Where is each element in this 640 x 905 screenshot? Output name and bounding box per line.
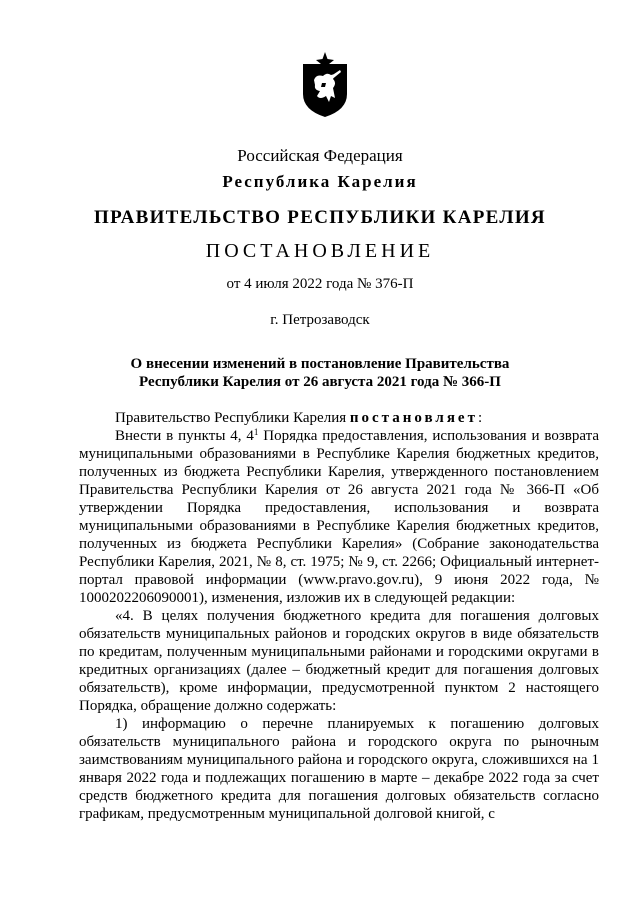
title-line-1: О внесении изменений в постановление Правительства	[130, 356, 510, 372]
republic-name: Республика Карелия	[222, 172, 418, 191]
paragraph-amend	[79, 427, 599, 607]
government-name: ПРАВИТЕЛЬСТВО РЕСПУБЛИКИ КАРЕЛИЯ	[94, 207, 546, 228]
title-line-2: Республики Карелия от 26 августа 2021 года № 366-П	[139, 374, 501, 390]
document-city: г. Петрозаводск	[270, 312, 370, 328]
document-date-number: от 4 июля 2022 года № 376-П	[226, 276, 414, 292]
document-title	[0, 355, 640, 391]
resolves-colon: :	[477, 410, 483, 426]
paragraph-clause-4: «4. В целях получения бюджетного кредита для погашения долговых обязательств муниципальных районов и городских округов в виде обязательств по кредитам, полученным муниципальными районами и городскими округами в кредитных организациях (далее – бюджетный кредит для погашения долговых обязательств), кроме информации, предусмотренной пунктом 2 настоящего Порядка, обращение должно содержать:	[79, 608, 599, 714]
amend-rest: Порядка предоставления, использования и возврата муниципальными образованиями в Республике Карелия бюджетных кредитов, полученных из бюджета Республики Карелия, утвержденного постановлением Правительства Республики Карелия от 26 августа 2021 года № 366-П «Об утверждении Порядка предоставления, использования и возврата муниципальными образованиями в Республике Карелия бюджетных кредитов, полученных из бюджета Республики Карелия» (Собрание законодательства Республики Карелия, 2021, № 8, ст. 1975; № 9, ст. 2266; Официальный интернет-портал правовой информации (www.pravo.gov.ru), 9 июня 2022 года, № 1000202206090001), изменения, изложив их в следующей редакции:	[79, 428, 600, 606]
paragraph-item-1: 1) информацию о перечне планируемых к погашению долговых обязательств муниципального района и городского округа по рыночным заимствованиям муниципального района и городского округа, сложившихся на 1 января 2022 года и подлежащих погашению в марте – декабре 2022 года за счет средств бюджетного кредита для погашения долговых обязательств согласно графикам, предусмотренным муниципальной долговой книгой, с	[79, 716, 599, 822]
document-type: ПОСТАНОВЛЕНИЕ	[205, 240, 435, 262]
paragraph-resolves	[79, 409, 599, 427]
karelia-coat-of-arms-icon	[300, 50, 350, 118]
document-body	[79, 409, 599, 823]
resolves-word: постановляет	[349, 410, 478, 426]
amend-lead: Внести в пункты 4, 4	[115, 428, 254, 444]
country-name: Российская Федерация	[237, 146, 403, 165]
amend-superscript: 1	[253, 427, 259, 437]
resolves-lead: Правительство Республики Карелия	[115, 410, 350, 426]
